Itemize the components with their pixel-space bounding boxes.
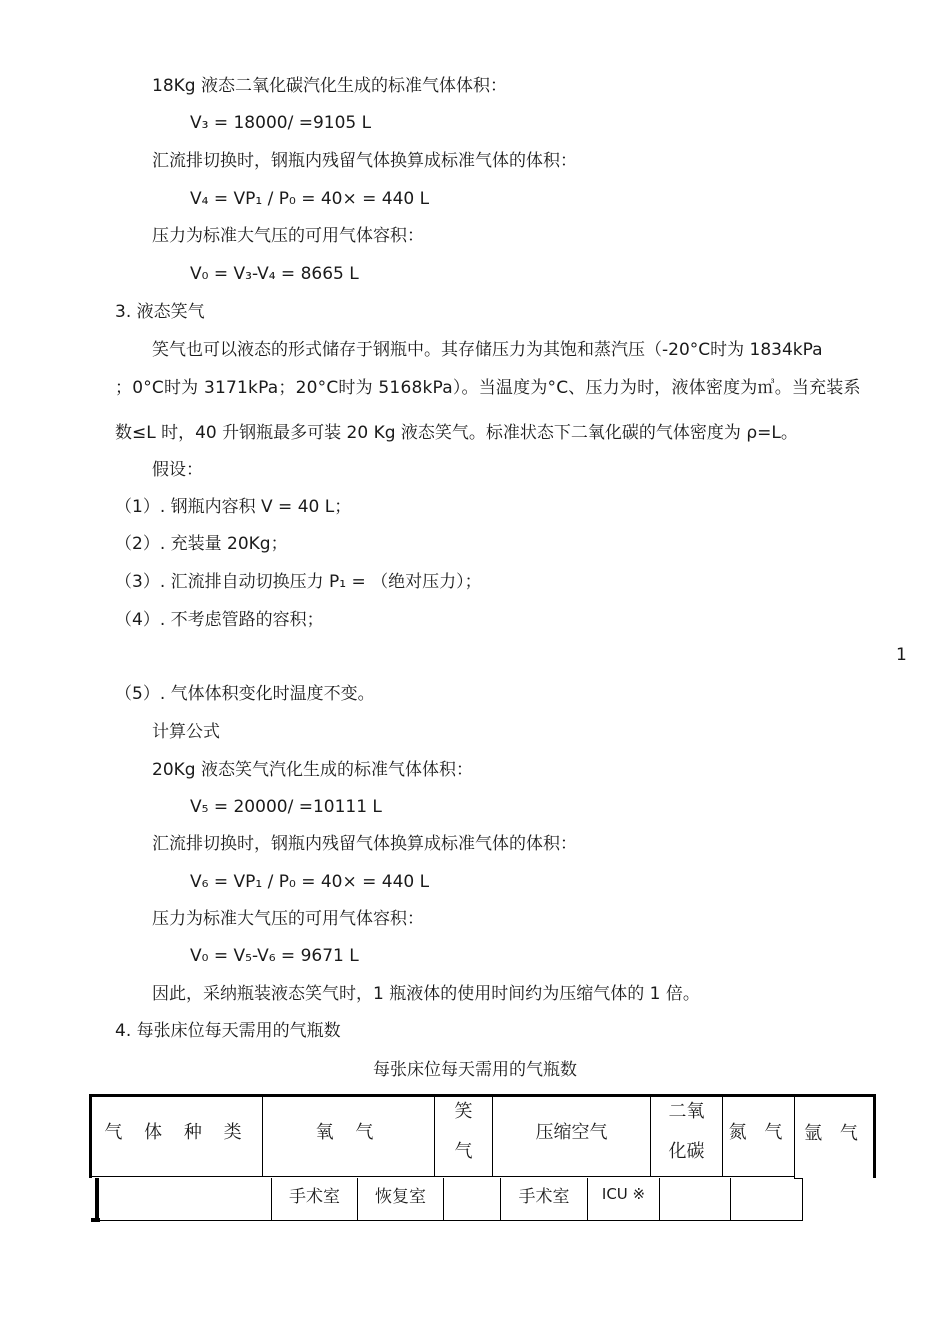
text-line: 汇流排切换时，钢瓶内残留气体换算成标准气体的体积：	[152, 834, 577, 854]
header-laughing-gas-line1: 笑	[454, 1101, 473, 1122]
header-bottom-line	[795, 1178, 803, 1179]
col-divider	[500, 1178, 501, 1220]
text-line: 压力为标准大气压的可用气体容积：	[152, 909, 424, 929]
header-nitrogen: 氮 气	[728, 1122, 789, 1143]
table-top-border	[89, 1094, 876, 1097]
formula-line: V₅ = 20000/ =10111 L	[190, 797, 382, 817]
row-corner-mark	[91, 1218, 100, 1222]
assumption-item: （5）. 气体体积变化时温度不变。	[115, 684, 375, 704]
subheader-operating-room: 手术室	[289, 1186, 340, 1207]
row-left-border	[95, 1178, 99, 1222]
col-divider	[434, 1096, 435, 1177]
col-divider	[587, 1178, 588, 1220]
header-co2-line2: 化碳	[668, 1141, 705, 1162]
text-line: 因此，采纳瓶装液态笑气时，1 瓶液体的使用时间约为压缩气体的 1 倍。	[152, 984, 700, 1004]
assumption-item: （4）. 不考虑管路的容积；	[115, 610, 324, 630]
col-divider	[730, 1178, 731, 1220]
col-divider	[722, 1096, 723, 1177]
paragraph-line: 笑气也可以液态的形式储存于钢瓶中。其存储压力为其饱和蒸汽压（-20°C时为 1834kPa	[152, 340, 823, 360]
page-number: 1	[896, 645, 907, 665]
header-gas-type: 气 体 种 类	[104, 1122, 250, 1143]
header-bottom-line	[89, 1176, 795, 1177]
col-divider	[794, 1096, 795, 1179]
subheader-operating-room: 手术室	[518, 1186, 570, 1207]
text-line: 计算公式	[152, 722, 220, 742]
text-line: 压力为标准大气压的可用气体容积：	[152, 226, 424, 246]
formula-line: V₆ = VP₁ / P₀ = 40× = 440 L	[190, 872, 430, 892]
table-bottom-line	[99, 1220, 803, 1221]
text-line: 18Kg 液态二氧化碳汽化生成的标准气体体积：	[152, 76, 507, 96]
col-divider	[271, 1178, 272, 1220]
col-divider	[357, 1178, 358, 1220]
paragraph-line: ；0°C时为 3171kPa；20°C时为 5168kPa）。当温度为°C、压力为时，液体密度为㎥。当充装系	[115, 378, 861, 398]
table-left-border	[89, 1094, 92, 1178]
assumption-item: （2）. 充装量 20Kg；	[115, 534, 288, 554]
subheader-icu: ICU ※	[601, 1185, 646, 1203]
col-divider	[492, 1096, 493, 1177]
header-co2	[651, 1092, 722, 1172]
formula-line: V₃ = 18000/ =9105 L	[190, 113, 372, 133]
header-co2-line1: 二氧	[668, 1101, 705, 1122]
header-laughing-gas-line2: 气	[454, 1141, 473, 1162]
section-heading: 4. 每张床位每天需用的气瓶数	[115, 1021, 341, 1041]
subheader-recovery-room: 恢复室	[375, 1186, 426, 1207]
text-line: 汇流排切换时，钢瓶内残留气体换算成标准气体的体积：	[152, 151, 577, 171]
table-right-border	[873, 1094, 876, 1178]
formula-line: V₄ = VP₁ / P₀ = 40× = 440 L	[190, 189, 430, 209]
col-divider	[443, 1178, 444, 1220]
col-divider	[659, 1178, 660, 1220]
formula-line: V₀ = V₃-V₄ = 8665 L	[190, 264, 359, 284]
header-laughing-gas	[435, 1092, 492, 1172]
header-argon: 氩 气	[804, 1123, 864, 1144]
section-heading: 3. 液态笑气	[115, 302, 205, 322]
table-caption: 每张床位每天需用的气瓶数	[373, 1060, 577, 1080]
col-divider	[802, 1178, 803, 1221]
col-divider	[262, 1096, 263, 1177]
text-line: 假设：	[152, 460, 203, 480]
header-oxygen: 氧 气	[315, 1122, 382, 1143]
formula-line: V₀ = V₅-V₆ = 9671 L	[190, 946, 359, 966]
header-compressed-air: 压缩空气	[535, 1122, 608, 1143]
assumption-item: （3）. 汇流排自动切换压力 P₁ = （绝对压力）；	[115, 572, 482, 592]
paragraph-line: 数≤L 时，40 升钢瓶最多可装 20 Kg 液态笑气。标准状态下二氧化碳的气体密度为 ρ=L。	[115, 423, 798, 443]
col-divider	[650, 1096, 651, 1177]
text-line: 20Kg 液态笑气汽化生成的标准气体体积：	[152, 760, 473, 780]
assumption-item: （1）. 钢瓶内容积 V = 40 L；	[115, 497, 352, 517]
